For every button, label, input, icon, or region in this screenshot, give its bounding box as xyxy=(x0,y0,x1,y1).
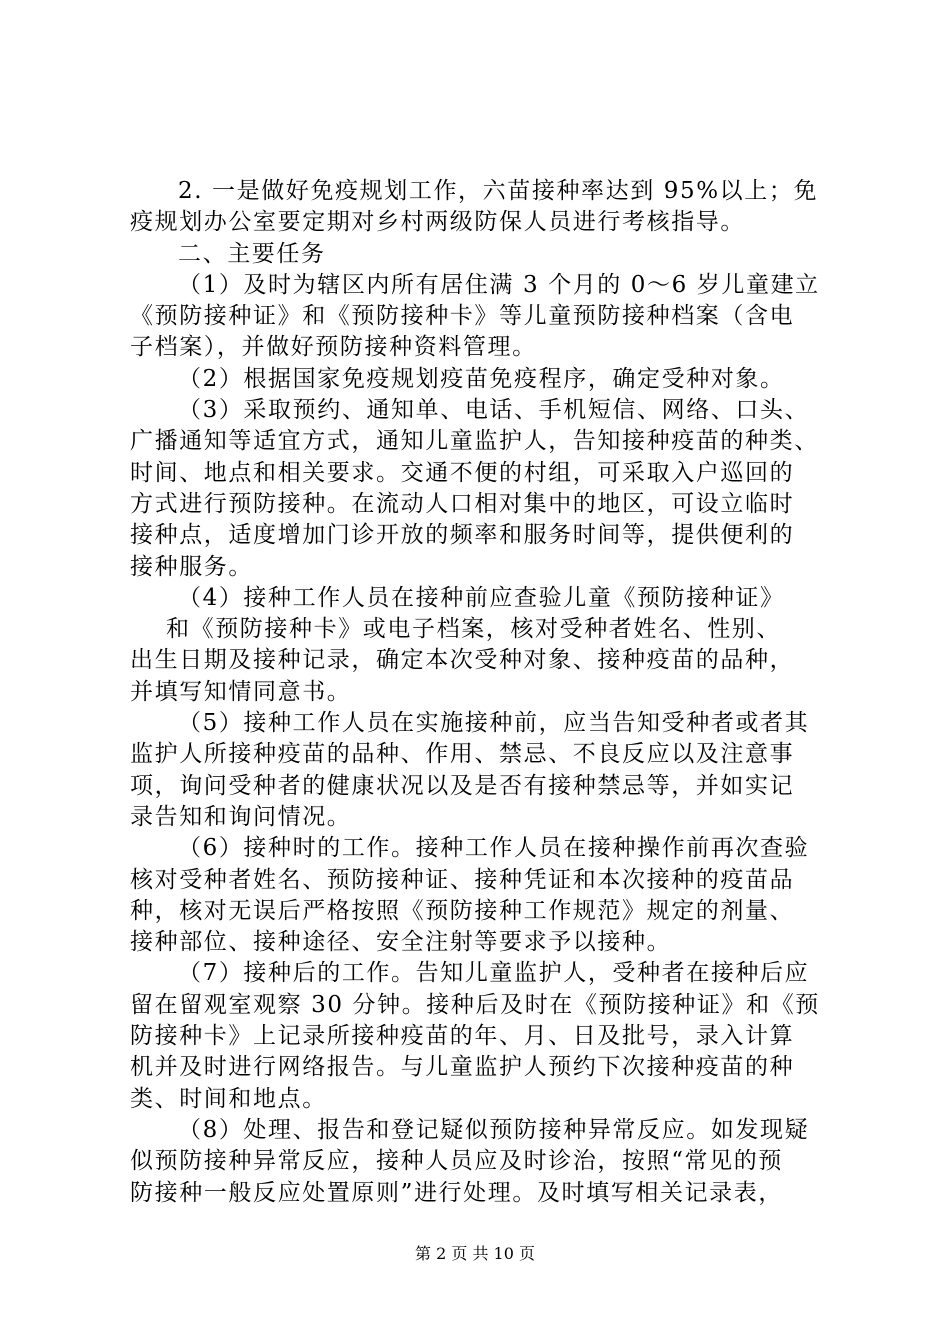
text-line: 子档案），并做好预防接种资料管理。 xyxy=(130,334,537,361)
text-line: （7）接种后的工作。告知儿童监护人，受种者在接种后应 xyxy=(178,960,810,987)
text-line: 接种部位、接种途径、安全注射等要求予以接种。 xyxy=(130,929,672,956)
text-line: 机并及时进行网络报告。与儿童监护人预约下次接种疫苗的种 xyxy=(130,1054,795,1081)
text-line: 防接种一般反应处置原则”进行处理。及时填写相关记录表， xyxy=(130,1179,783,1206)
text-line: 二、主要任务 xyxy=(178,240,326,267)
text-line: （4）接种工作人员在接种前应查验儿童《预防接种证》 xyxy=(178,584,785,611)
page-footer: 第 2 页 共 10 页 xyxy=(415,1244,535,1263)
text-line: （2）根据国家免疫规划疫苗免疫程序，确定受种对象。 xyxy=(178,365,785,392)
text-line: 和《预防接种卡》或电子档案，核对受种者姓名、性别、 xyxy=(166,616,781,643)
text-line: （5）接种工作人员在实施接种前，应当告知受种者或者其 xyxy=(178,710,810,737)
text-line: 监护人所接种疫苗的品种、作用、禁忌、不良反应以及注意事 xyxy=(130,741,795,768)
text-line: 2. 一是做好免疫规划工作，六苗接种率达到 95%以上；免 xyxy=(178,178,819,204)
document-body xyxy=(130,176,830,1209)
text-line: 《预防接种证》和《预防接种卡》等儿童预防接种档案（含电 xyxy=(130,303,795,330)
text-line: 广播通知等适宜方式，通知儿童监护人，告知接种疫苗的种类、 xyxy=(130,428,819,455)
text-line: 接种服务。 xyxy=(130,553,253,580)
text-line: 疫规划办公室要定期对乡村两级防保人员进行考核指导。 xyxy=(130,209,745,236)
text-line: 接种点，适度增加门诊开放的频率和服务时间等，提供便利的 xyxy=(130,522,795,549)
text-line: 核对受种者姓名、预防接种证、接种凭证和本次接种的疫苗品 xyxy=(130,866,795,893)
text-line: 防接种卡》上记录所接种疫苗的年、月、日及批号，录入计算 xyxy=(130,1023,795,1050)
text-line: 并填写知情同意书。 xyxy=(130,678,352,705)
text-line: （6）接种时的工作。接种工作人员在接种操作前再次查验 xyxy=(178,835,810,862)
text-line: 时间、地点和相关要求。交通不便的村组，可采取入户巡回的 xyxy=(130,459,795,486)
text-line: （3）采取预约、通知单、电话、手机短信、网络、口头、 xyxy=(178,397,810,424)
text-line: 项，询问受种者的健康状况以及是否有接种禁忌等，并如实记 xyxy=(130,772,795,799)
text-line: 录告知和询问情况。 xyxy=(130,803,352,830)
text-line: 出生日期及接种记录，确定本次受种对象、接种疫苗的品种， xyxy=(130,647,795,674)
text-line: 留在留观室观察 30 分钟。接种后及时在《预防接种证》和《预 xyxy=(130,991,820,1018)
text-line: 似预防接种异常反应，接种人员应及时诊治，按照“常见的预 xyxy=(130,1148,783,1175)
text-line: 种，核对无误后严格按照《预防接种工作规范》规定的剂量、 xyxy=(130,897,795,924)
text-line: （8）处理、报告和登记疑似预防接种异常反应。如发现疑 xyxy=(178,1116,810,1143)
text-line: 类、时间和地点。 xyxy=(130,1085,327,1112)
text-line: 方式进行预防接种。在流动人口相对集中的地区，可设立临时 xyxy=(130,490,795,517)
text-line: （1）及时为辖区内所有居住满 3 个月的 0～6 岁儿童建立 xyxy=(178,271,820,298)
